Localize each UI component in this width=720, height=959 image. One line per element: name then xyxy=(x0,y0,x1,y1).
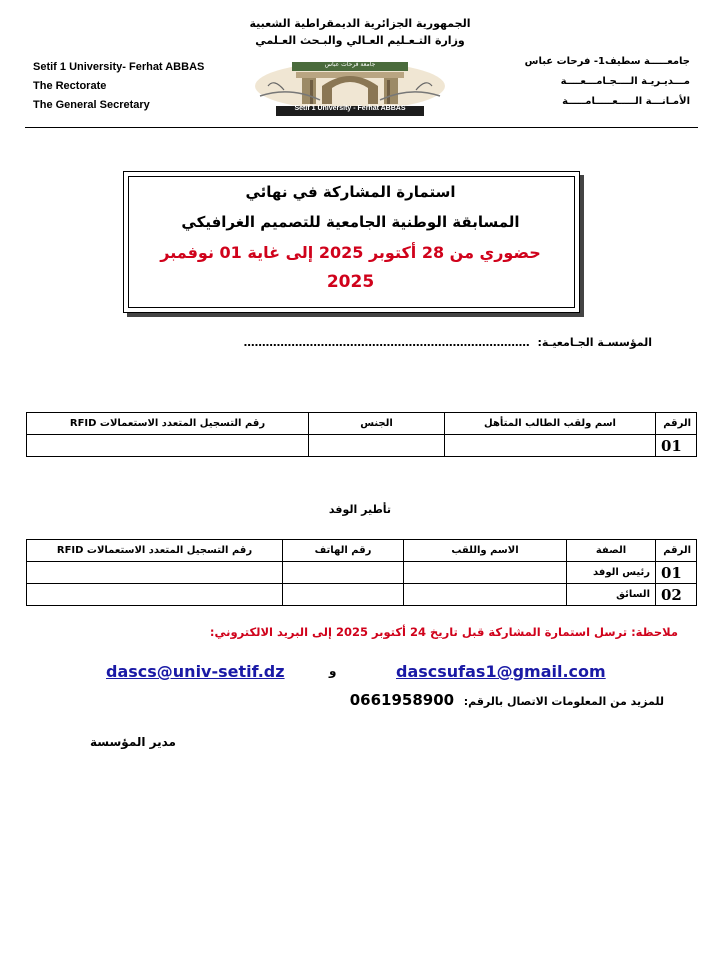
delegation-col-name: الاسم واللقب xyxy=(404,540,567,562)
header-republic-name: الجمهورية الجزائرية الديمقراطية الشعبية xyxy=(249,17,471,30)
delegation-table xyxy=(26,539,697,606)
delegation-table-header xyxy=(27,540,697,562)
student-gender-cell[interactable] xyxy=(309,435,445,457)
institution-label: المؤسسـة الجـامعيـة: xyxy=(537,336,652,349)
contact-phone: 0661958900 xyxy=(349,691,455,709)
student-rfid-cell[interactable] xyxy=(27,435,309,457)
table-row xyxy=(27,562,697,584)
delegation-rfid-cell[interactable] xyxy=(27,584,283,606)
student-col-gender: الجنس xyxy=(309,413,445,435)
contact-label: للمزيد من المعلومات الاتصال بالرقم: xyxy=(463,695,664,708)
delegation-row-number: 02 xyxy=(656,584,697,606)
delegation-col-number: الرقم xyxy=(656,540,697,562)
delegation-name-cell[interactable] xyxy=(404,562,567,584)
logo-caption: Setif 1 University - Ferhat ABBAS xyxy=(294,105,406,112)
delegation-rfid-cell[interactable] xyxy=(27,562,283,584)
delegation-name-cell[interactable] xyxy=(404,584,567,606)
title-line-1: استمارة المشاركة في نهائي xyxy=(245,183,456,201)
student-col-name: اسم ولقب الطالب المتأهل xyxy=(445,413,656,435)
table-row xyxy=(27,435,697,457)
logo-top-caption: جامعة فرحات عباس xyxy=(324,61,376,68)
header-ar-directorate: مـــديـريـة الــــجـامـــعــــة xyxy=(560,76,690,87)
submission-note: ملاحظة: ترسل استمارة المشاركة قبل تاريخ 24 أكتوبر 2025 إلى البريد الالكتروني: xyxy=(209,625,678,639)
email-link-univ[interactable]: dascs@univ-setif.dz xyxy=(106,662,285,681)
email-separator: و xyxy=(329,664,337,678)
delegation-col-role: الصفة xyxy=(567,540,656,562)
header-ar-university: جامعـــــة سطيف1- فرحات عباس xyxy=(524,56,690,67)
contact-line xyxy=(350,690,664,709)
title-line-2: المسابقة الوطنية الجامعية للتصميم الغرافيكي xyxy=(181,213,520,231)
university-logo xyxy=(250,56,450,118)
header-en-secretary: The General Secretary xyxy=(33,99,150,111)
delegation-phone-cell[interactable] xyxy=(283,584,404,606)
delegation-col-rfid: رقم التسجيل المتعدد الاستعمالات RFID xyxy=(27,540,283,562)
delegation-col-phone: رقم الهاتف xyxy=(283,540,404,562)
header-ministry-name: وزارة التـعـليم العـالي والبـحث العـلمي xyxy=(255,34,465,47)
email-link-gmail[interactable]: dascsufas1@gmail.com xyxy=(396,662,606,681)
header-ministry-lines xyxy=(230,15,490,49)
header-english-block xyxy=(33,58,204,115)
header-en-rectorate: The Rectorate xyxy=(33,80,107,92)
institution-dots: …………………………………………………………………… xyxy=(243,336,530,349)
student-table-header xyxy=(27,413,697,435)
table-row xyxy=(27,584,697,606)
header-ar-secretariat: الأمـانـــة الـــــعـــــامـــــة xyxy=(562,96,690,107)
header-divider xyxy=(25,127,698,128)
student-row-number: 01 xyxy=(656,435,697,457)
student-table xyxy=(26,412,697,457)
delegation-role-cell: رئيس الوفد xyxy=(567,562,656,584)
director-signature-label: مدير المؤسسة xyxy=(90,735,176,749)
institution-field xyxy=(244,336,652,349)
delegation-title: تأطير الوفد xyxy=(328,503,392,516)
header-arabic-block xyxy=(525,52,690,112)
student-col-rfid: رقم التسجيل المتعدد الاستعمالات RFID xyxy=(27,413,309,435)
delegation-phone-cell[interactable] xyxy=(283,562,404,584)
title-line-4: 2025 xyxy=(326,272,375,292)
delegation-role-cell: السائق xyxy=(567,584,656,606)
delegation-row-number: 01 xyxy=(656,562,697,584)
student-name-cell[interactable] xyxy=(445,435,656,457)
student-col-number: الرقم xyxy=(656,413,697,435)
header-en-university: Setif 1 University- Ferhat ABBAS xyxy=(33,61,205,73)
title-line-3: حضوري من 28 أكتوبر 2025 إلى غاية 01 نوفمبر xyxy=(160,243,541,262)
